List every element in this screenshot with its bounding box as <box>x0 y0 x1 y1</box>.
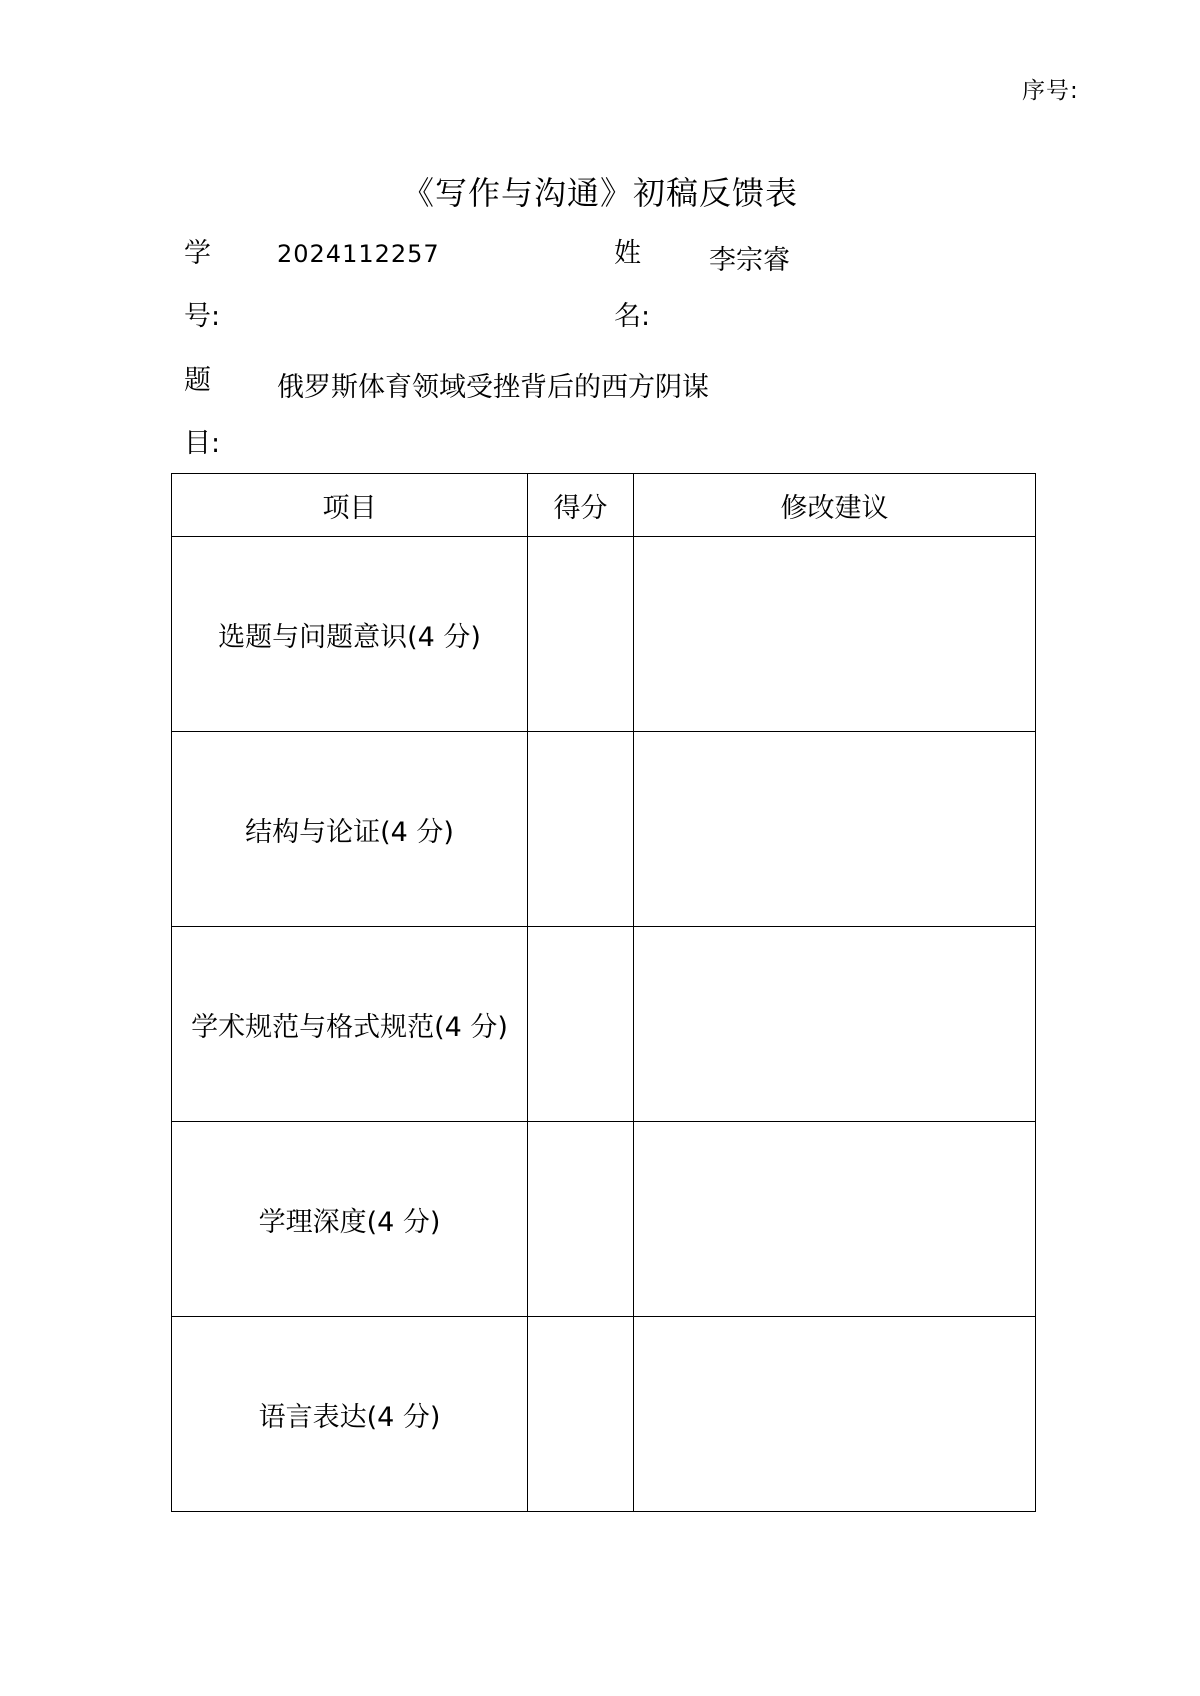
header-score: 得分 <box>528 474 634 537</box>
student-id-label-top: 学 <box>184 238 211 269</box>
page-title: 《写作与沟通》初稿反馈表 <box>401 174 798 212</box>
feedback-table <box>171 473 1036 1512</box>
topic-label-top: 题 <box>184 365 211 396</box>
table-row <box>172 732 1036 927</box>
topic-label-bottom: 目: <box>184 428 221 459</box>
row-item-label: 语言表达(4 分) <box>172 1317 528 1512</box>
student-id-label-bottom: 号: <box>184 301 221 332</box>
student-id-label <box>184 222 244 348</box>
suggestion-cell[interactable] <box>634 927 1036 1122</box>
score-cell[interactable] <box>528 1317 634 1512</box>
name-value: 李宗睿 <box>709 245 790 276</box>
table-row <box>172 537 1036 732</box>
row-item-label: 学理深度(4 分) <box>172 1122 528 1317</box>
name-label <box>614 222 674 348</box>
score-cell[interactable] <box>528 1122 634 1317</box>
header-suggestion: 修改建议 <box>634 474 1036 537</box>
row-item-label: 结构与论证(4 分) <box>172 732 528 927</box>
row-item-label: 学术规范与格式规范(4 分) <box>172 927 528 1122</box>
score-cell[interactable] <box>528 732 634 927</box>
row-item-label: 选题与问题意识(4 分) <box>172 537 528 732</box>
suggestion-cell[interactable] <box>634 537 1036 732</box>
topic-value: 俄罗斯体育领域受挫背后的西方阴谋 <box>277 372 709 403</box>
table-header-row <box>172 474 1036 537</box>
suggestion-cell[interactable] <box>634 1122 1036 1317</box>
suggestion-cell[interactable] <box>634 732 1036 927</box>
table-row <box>172 1317 1036 1512</box>
score-cell[interactable] <box>528 927 634 1122</box>
student-id-value: 2024112257 <box>277 240 440 268</box>
name-label-top: 姓 <box>614 238 641 269</box>
header-item: 项目 <box>172 474 528 537</box>
table-row <box>172 1122 1036 1317</box>
table-row <box>172 927 1036 1122</box>
topic-label <box>184 349 244 475</box>
serial-number-label: 序号: <box>1022 78 1079 104</box>
score-cell[interactable] <box>528 537 634 732</box>
name-label-bottom: 名: <box>614 301 651 332</box>
suggestion-cell[interactable] <box>634 1317 1036 1512</box>
